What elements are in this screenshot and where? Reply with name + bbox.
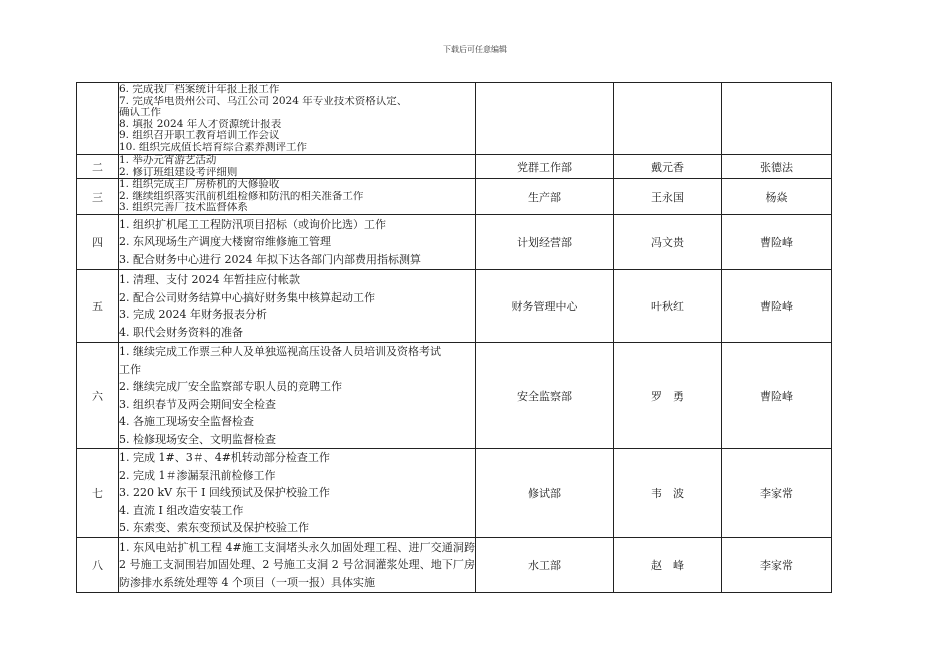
responsible-person: 罗 勇 (614, 343, 722, 449)
supervising-leader: 曹险峰 (722, 343, 832, 449)
item-number: 六 (77, 343, 119, 449)
table-row (77, 343, 832, 449)
supervising-leader: 李家常 (722, 449, 832, 538)
supervising-leader: 曹险峰 (722, 215, 832, 270)
department: 安全监察部 (476, 343, 614, 449)
task-line: 3. 配合财务中心进行 2024 年拟下达各部门内部费用指标测算 (119, 252, 421, 266)
responsible-person: 王永国 (614, 179, 722, 215)
department (476, 83, 614, 155)
item-number: 四 (77, 215, 119, 270)
table-row (77, 155, 832, 179)
task-line: 3. 组织春节及两会期间安全检查 (119, 397, 276, 411)
task-line: 4. 职代会财务资料的准备 (119, 325, 243, 339)
task-line: 1. 继续完成工作票三种人及单独巡视高压设备人员培训及资格考试 (119, 345, 441, 358)
item-number: 二 (77, 155, 119, 179)
task-line: 2. 东风现场生产调度大楼窗帘维修施工管理 (119, 235, 331, 249)
supervising-leader: 杨焱 (722, 179, 832, 215)
task-line: 1. 举办元宵游艺活动 (119, 155, 217, 166)
task-line: 2. 继续组织落实汛前机组检修和防汛的相关准备工作 (119, 190, 364, 202)
supervising-leader: 张德法 (722, 155, 832, 179)
department: 修试部 (476, 449, 614, 538)
task-line: 3. 组织完善厂技术监督体系 (119, 202, 248, 214)
table-row (77, 270, 832, 343)
supervising-leader: 李家常 (722, 538, 832, 593)
task-line: 6. 完成我厂档案统计年报上报工作 (119, 84, 280, 95)
task-line: 1. 组织扩机尾工工程防汛项目招标（或询价比选）工作 (119, 217, 386, 231)
item-number (77, 83, 119, 155)
task-line: 1. 清理、支付 2024 年暂挂应付帐款 (119, 273, 300, 286)
task-line: 3. 完成 2024 年财务报表分析 (119, 308, 267, 321)
task-line: 3. 220 kV 东干 I 回线预试及保护校验工作 (119, 486, 330, 500)
task-line: 2. 继续完成厂安全监察部专职人员的竞聘工作 (119, 380, 342, 393)
task-line: 9. 组织召开职工教育培训工作会议 (119, 130, 280, 141)
task-line: 1. 组织完成主厂房桥机的大修验收 (119, 179, 280, 191)
task-line: 确认工作 (119, 107, 161, 118)
table-row (77, 179, 832, 215)
task-cell (119, 538, 476, 593)
task-cell (119, 215, 476, 270)
task-cell (119, 83, 476, 155)
task-paragraph: 1. 东风电站扩机工程 4#施工支洞堵头永久加固处理工程、进厂交通洞跨 2 号施工支洞围岩加固处理、2 号施工支洞 2 号岔洞灌浆处理、地下厂房防渗排水系统处理等 4 个项目（一项一报）具体实施 (119, 540, 475, 589)
department: 计划经营部 (476, 215, 614, 270)
task-line: 2. 修订班组建设考评细则 (119, 166, 238, 178)
responsible-person: 赵 峰 (614, 538, 722, 593)
task-cell (119, 179, 476, 215)
work-plan-table (76, 82, 832, 593)
task-line: 7. 完成华电贵州公司、乌江公司 2024 年专业技术资格认定、 (119, 95, 408, 107)
supervising-leader: 曹险峰 (722, 270, 832, 343)
task-line: 4. 直流 I 组改造安装工作 (119, 503, 244, 517)
task-line: 10. 组织完成值长培育综合素养测评工作 (119, 141, 308, 153)
department: 党群工作部 (476, 155, 614, 179)
task-cell (119, 449, 476, 538)
table-row (77, 215, 832, 270)
header-note: 下载后可任意编辑 (443, 45, 507, 54)
task-line: 8. 填报 2024 年人才资源统计报表 (119, 118, 282, 130)
responsible-person: 戴元香 (614, 155, 722, 179)
task-line: 5. 东索变、索东变预试及保护校验工作 (119, 521, 309, 535)
supervising-leader (722, 83, 832, 155)
item-number: 三 (77, 179, 119, 215)
table-row (77, 449, 832, 538)
task-line: 4. 各施工现场安全监督检查 (119, 415, 254, 428)
task-line: 1. 完成 1#、3＃、4#机转动部分检查工作 (119, 451, 330, 465)
responsible-person: 冯文贵 (614, 215, 722, 270)
table-row (77, 83, 832, 155)
task-cell (119, 155, 476, 179)
task-line: 2. 完成 1＃渗漏泵汛前检修工作 (119, 468, 276, 482)
task-cell (119, 343, 476, 449)
responsible-person: 叶秋红 (614, 270, 722, 343)
item-number: 五 (77, 270, 119, 343)
department: 财务管理中心 (476, 270, 614, 343)
department: 水工部 (476, 538, 614, 593)
task-cell (119, 270, 476, 343)
item-number: 七 (77, 449, 119, 538)
task-line: 5. 检修现场安全、文明监督检查 (119, 432, 276, 446)
department: 生产部 (476, 179, 614, 215)
table-row (77, 538, 832, 593)
task-line: 2. 配合公司财务结算中心搞好财务集中核算起动工作 (119, 290, 375, 304)
item-number: 八 (77, 538, 119, 593)
task-line: 工作 (119, 362, 141, 376)
responsible-person (614, 83, 722, 155)
responsible-person: 韦 波 (614, 449, 722, 538)
